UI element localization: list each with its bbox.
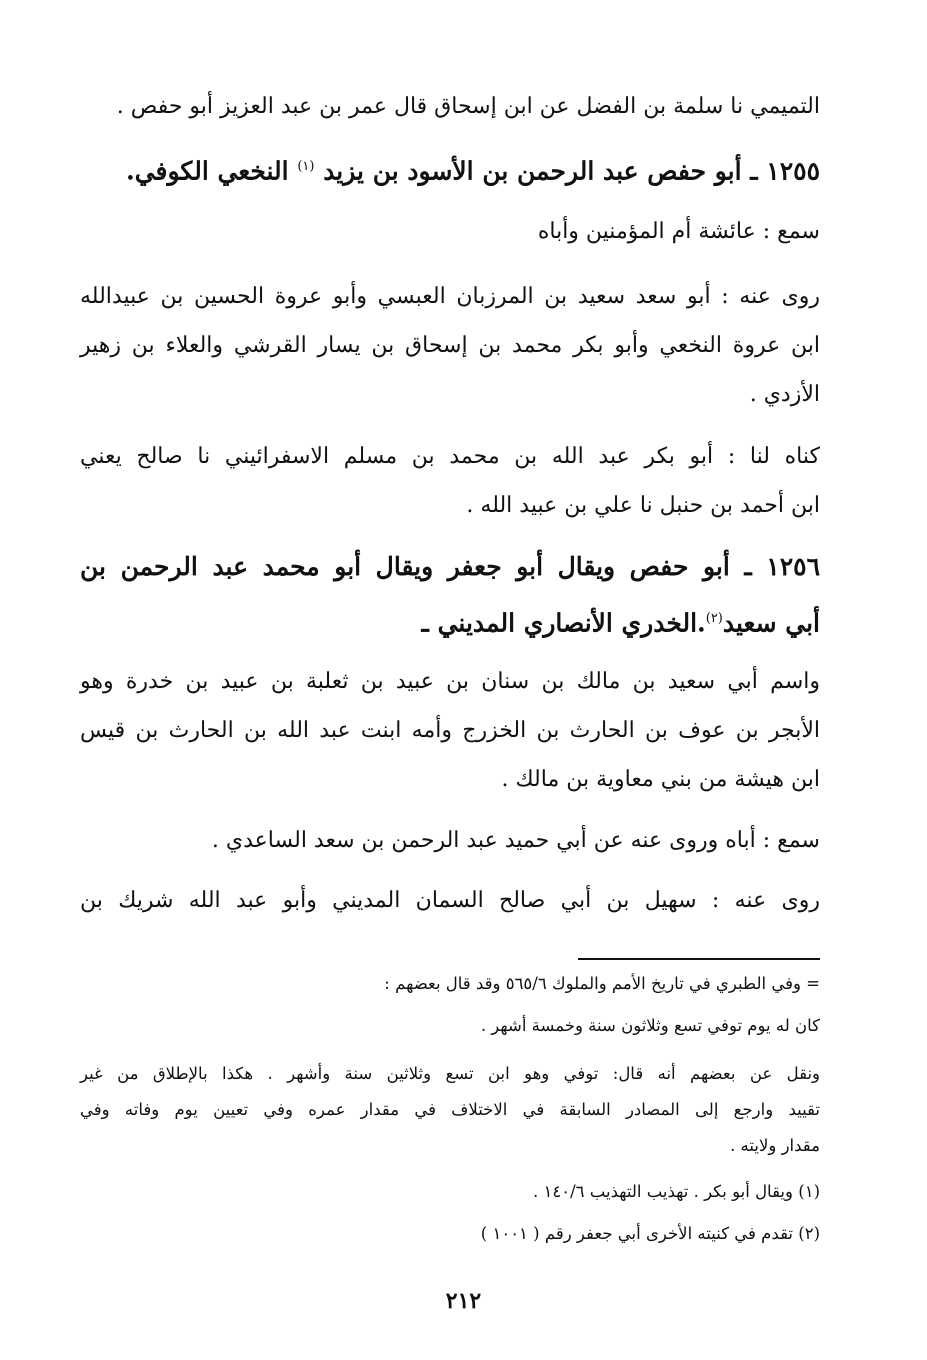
footnote-continuation-line-4: تقييد وارجع إلى المصادر السابقة في الاختلاف في مقدار عمره وفي تعيين يوم وفاته وفي <box>80 1100 820 1119</box>
entry-1256-heading-main: أبي سعيد <box>722 608 820 638</box>
entry-1255-heading <box>80 150 820 188</box>
entry-1255-narrated-line-2: ابن عروة النخعي وأبو بكر محمد بن إسحاق بن يسار القرشي والعلاء بن زهير <box>80 333 820 358</box>
footnote-continuation-line-2: كان له يوم توفي تسع وثلاثون سنة وخمسة أشهر . <box>480 1016 820 1035</box>
footnote-1: (١) ويقال أبو بكر . تهذيب التهذيب ١٤٠/٦ . <box>533 1182 820 1201</box>
entry-1255-kunya-line-1: كناه لنا : أبو بكر عبد الله بن محمد بن مسلم الاسفرائيني نا صالح يعني <box>80 444 820 469</box>
entry-1255-narrated-line-1: روى عنه : أبو سعد سعيد بن المرزبان العبسي وأبو عروة الحسين بن عبيدالله <box>80 284 820 309</box>
entry-1255-narrated-line-3: الأزدي . <box>749 382 820 407</box>
entry-1256-heading-line-1: ١٢٥٦ ـ أبو حفص ويقال أبو جعفر ويقال أبو محمد عبد الرحمن بن <box>80 552 820 581</box>
entry-1256-heard: سمع : أباه وروى عنه عن أبي حميد عبد الرحمن بن سعد الساعدي . <box>211 828 820 853</box>
entry-1256-narrated-line: روى عنه : سهيل بن أبي صالح السمان المديني وأبو عبد الله شريك بن <box>80 888 820 913</box>
page-number: ٢١٢ <box>445 1288 482 1314</box>
intro-line: التميمي نا سلمة بن الفضل عن ابن إسحاق قال عمر بن عبد العزيز أبو حفص . <box>116 94 820 119</box>
entry-1255-heading-main: ١٢٥٥ ـ أبو حفص عبد الرحمن بن الأسود بن يزيد <box>323 156 820 186</box>
entry-1256-name-line-1: واسم أبي سعيد بن مالك بن سنان بن عبيد بن ثعلبة بن عبيد بن خدرة وهو <box>80 669 820 694</box>
footnote-2: (٢) تقدم في كنيته الأخرى أبي جعفر رقم ( ١٠٠١ ) <box>480 1224 820 1243</box>
footnote-ref-1[interactable]: (١) <box>297 159 315 174</box>
footnote-continuation-line-1: = وفي الطبري في تاريخ الأمم والملوك ٥٦٥/٦ وقد قال بعضهم : <box>384 974 820 993</box>
entry-1256-name-line-2: الأبجر بن عوف بن الحارث بن الخزرج وأمه ابنت عبد الله بن الحارث بن قيس <box>80 718 820 743</box>
footnote-continuation-line-5: مقدار ولايته . <box>730 1136 820 1155</box>
entry-1256-name-line-3: ابن هيشة من بني معاوية بن مالك . <box>501 767 820 792</box>
entry-1255-kunya-line-2: ابن أحمد بن حنبل نا علي بن عبيد الله . <box>466 493 820 518</box>
entry-1256-heading-line-2 <box>80 602 820 640</box>
entry-1256-heading-tail: .الخدري الأنصاري المديني ـ <box>421 608 706 638</box>
footnote-continuation-line-3: ونقل عن بعضهم أنه قال: توفي وهو ابن تسع وثلاثين سنة وأشهر . هكذا بالإطلاق من غير <box>80 1064 820 1083</box>
entry-1255-heading-tail: النخعي الكوفي. <box>125 156 289 186</box>
footnote-separator <box>578 958 820 960</box>
entry-1255-heard: سمع : عائشة أم المؤمنين وأباه <box>537 219 820 244</box>
footnote-ref-2[interactable]: (٢) <box>705 611 723 626</box>
